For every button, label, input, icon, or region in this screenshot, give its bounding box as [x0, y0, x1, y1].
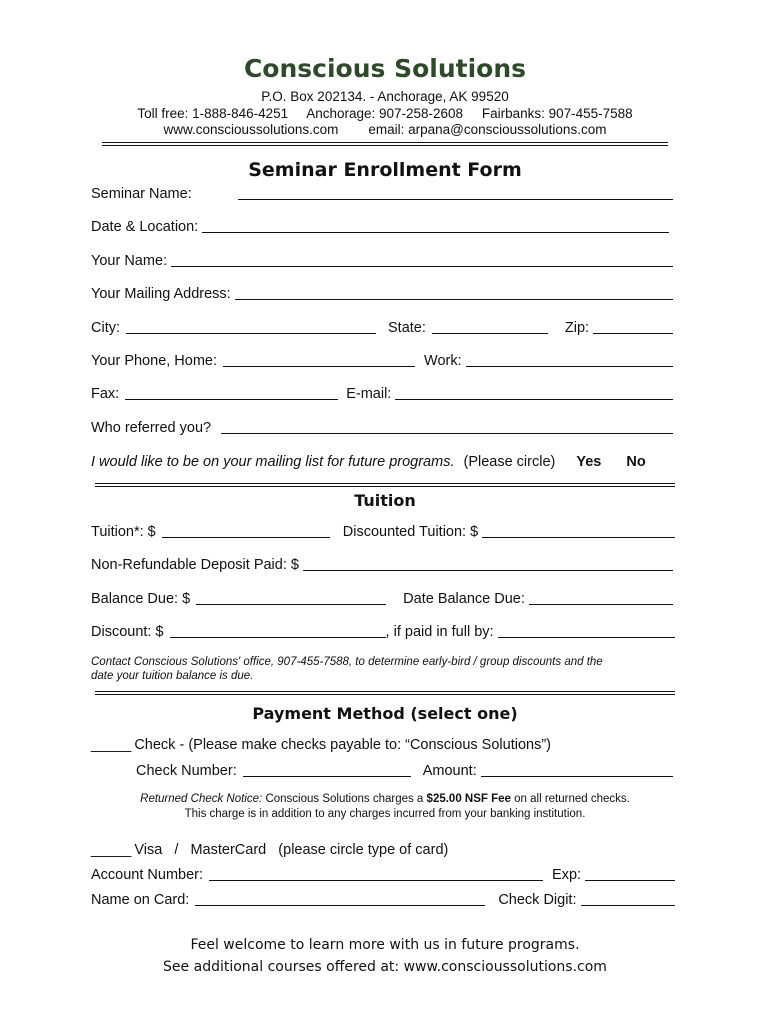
work-label: Work:: [424, 353, 462, 369]
tuition-label: Tuition*: $: [91, 524, 156, 540]
if-paid-field[interactable]: [498, 636, 675, 638]
referred-field[interactable]: [221, 432, 673, 434]
seminar-name-label: Seminar Name:: [91, 186, 192, 202]
discount-row: [91, 620, 675, 640]
fairbanks-phone: Fairbanks: 907-455-7588: [481, 106, 633, 121]
please-circle: (Please circle): [463, 454, 556, 470]
returned-label: Returned Check Notice:: [140, 793, 263, 805]
balance-due-field[interactable]: [196, 603, 386, 605]
tuition-field[interactable]: [162, 536, 330, 538]
your-name-row: [91, 249, 673, 269]
header-divider: [102, 142, 668, 146]
your-name-field[interactable]: [171, 265, 673, 267]
mailing-address-label: Your Mailing Address:: [91, 286, 231, 302]
payment-heading: Payment Method (select one): [252, 704, 518, 723]
card-blank[interactable]: _____: [91, 842, 132, 858]
tuition-note-line2: date your tuition balance is due.: [91, 670, 254, 682]
account-number-field[interactable]: [209, 879, 543, 881]
check-blank[interactable]: _____: [91, 737, 132, 753]
account-number-label: Account Number:: [91, 867, 204, 883]
footer-line2: See additional courses offered at: www.conscioussolutions.com: [163, 959, 607, 975]
mailing-address-field[interactable]: [235, 298, 673, 300]
tuition-heading: Tuition: [354, 491, 416, 510]
city-state-zip-row: [91, 316, 673, 336]
no-option[interactable]: No: [626, 454, 646, 470]
name-on-card-field[interactable]: [195, 904, 485, 906]
date-location-field[interactable]: [202, 231, 669, 233]
your-name-label: Your Name:: [91, 253, 168, 269]
if-paid-label: , if paid in full by:: [385, 624, 494, 640]
email-label: E-mail:: [346, 386, 392, 402]
fax-label: Fax:: [91, 386, 120, 402]
tuition-note-line1: Contact Conscious Solutions' office, 907-455-7588, to determine early-bird / group discounts and the: [91, 656, 603, 668]
amount-label: Amount:: [422, 763, 477, 779]
discount-field[interactable]: [170, 636, 386, 638]
name-on-card-row: [91, 888, 675, 908]
website: www.conscioussolutions.com: [163, 122, 339, 137]
phone-home-label: Your Phone, Home:: [91, 353, 218, 369]
card-row: [91, 838, 673, 858]
name-on-card-label: Name on Card:: [91, 892, 190, 908]
yes-option[interactable]: Yes: [576, 454, 602, 470]
anchorage-phone: Anchorage: 907-258-2608: [306, 106, 464, 121]
phone-home-field[interactable]: [223, 365, 415, 367]
deposit-row: [91, 553, 673, 573]
check-label: Check - (Please make checks payable to: “Conscious Solutions”): [134, 737, 551, 753]
tuition-divider: [95, 483, 675, 487]
nsf-fee: $25.00 NSF Fee: [426, 793, 511, 805]
account-row: [91, 863, 675, 883]
fax-email-row: [91, 382, 673, 402]
tuition-row: [91, 520, 675, 540]
discount-label: Discount: $: [91, 624, 164, 640]
returned-notice-line2: This charge is in addition to any charges incurred from your banking institution.: [184, 808, 586, 820]
tuition-note: [91, 655, 603, 683]
check-digit-label: Check Digit:: [498, 892, 577, 908]
balance-row: [91, 587, 673, 607]
returned-text2: on all returned checks.: [514, 793, 630, 805]
check-number-row: [136, 759, 673, 779]
footer-line1: Feel welcome to learn more with us in future programs.: [190, 937, 580, 953]
seminar-name-field[interactable]: [238, 198, 673, 200]
referred-row: [91, 416, 673, 436]
check-number-label: Check Number:: [136, 763, 237, 779]
payment-divider: [95, 691, 675, 695]
zip-field[interactable]: [593, 332, 673, 334]
date-location-row: [91, 215, 673, 235]
discounted-field[interactable]: [482, 536, 675, 538]
state-field[interactable]: [432, 332, 548, 334]
referred-label: Who referred you?: [91, 420, 212, 436]
fax-field[interactable]: [125, 398, 338, 400]
phone-row: [91, 349, 673, 369]
deposit-label: Non-Refundable Deposit Paid: $: [91, 557, 299, 573]
exp-field[interactable]: [585, 879, 675, 881]
balance-due-label: Balance Due: $: [91, 591, 191, 607]
zip-label: Zip:: [564, 320, 590, 336]
discounted-label: Discounted Tuition: $: [342, 524, 479, 540]
state-label: State:: [388, 320, 426, 336]
check-row: [91, 733, 673, 753]
phone-numbers: [0, 106, 770, 121]
returned-notice-line1: [0, 793, 770, 805]
form-title: Seminar Enrollment Form: [248, 159, 522, 181]
date-location-label: Date & Location:: [91, 219, 199, 235]
address: P.O. Box 202134. - Anchorage, AK 99520: [261, 89, 509, 104]
returned-text1: Conscious Solutions charges a: [265, 793, 424, 805]
amount-field[interactable]: [481, 775, 673, 777]
exp-label: Exp:: [552, 867, 582, 883]
contact-web: [0, 122, 770, 137]
check-digit-field[interactable]: [581, 904, 676, 906]
check-number-field[interactable]: [243, 775, 411, 777]
mailing-list-label: I would like to be on your mailing list for future programs.: [91, 454, 455, 470]
deposit-field[interactable]: [303, 569, 673, 571]
seminar-name-row: [91, 182, 673, 202]
date-balance-field[interactable]: [529, 603, 673, 605]
mailing-list-row: [91, 450, 673, 470]
date-balance-label: Date Balance Due:: [403, 591, 525, 607]
mailing-address-row: [91, 282, 673, 302]
email-field[interactable]: [395, 398, 673, 400]
company-title: Conscious Solutions: [243, 54, 527, 83]
city-field[interactable]: [126, 332, 376, 334]
card-label: Visa / MasterCard (please circle type of card): [134, 842, 449, 858]
email-address: email: arpana@conscioussolutions.com: [368, 122, 607, 137]
city-label: City:: [91, 320, 120, 336]
toll-free: Toll free: 1-888-846-4251: [137, 106, 289, 121]
work-field[interactable]: [466, 365, 673, 367]
